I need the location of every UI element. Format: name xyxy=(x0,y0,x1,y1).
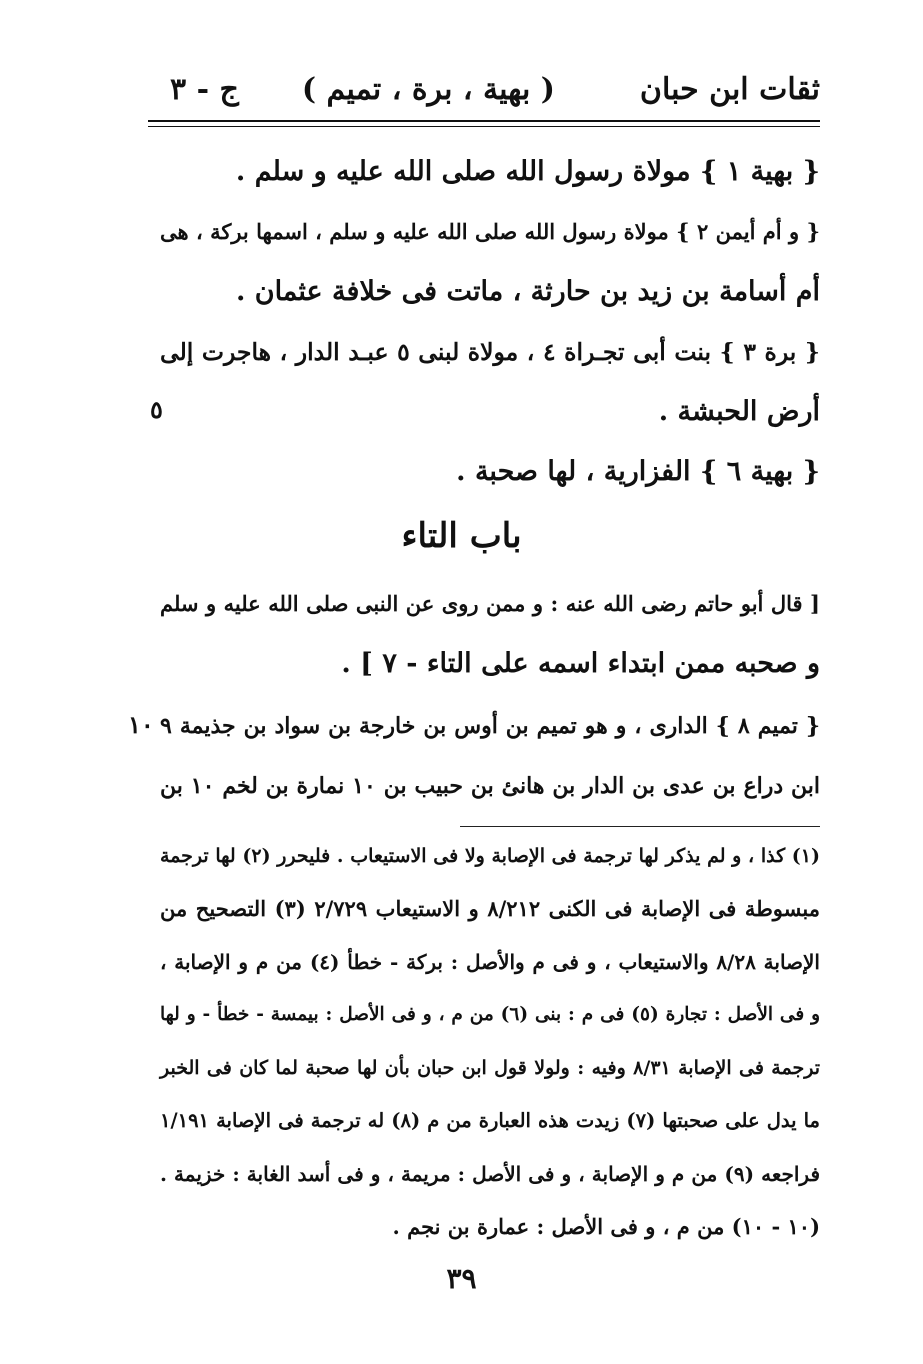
footnote-separator xyxy=(460,826,820,827)
body-line-6: { بهية ٦ } الفزارية ، لها صحبة . xyxy=(456,456,820,487)
line-number-5: ٥ xyxy=(150,395,163,424)
running-header xyxy=(148,66,820,114)
body-line-5: أرض الحبشة . xyxy=(658,396,820,427)
footnote-line-3: الإصابة ٨/٢٨ والاستيعاب ، و فى م والأصل : بركة - خطأ (٤) من م و الإصابة ، xyxy=(160,950,820,974)
body-line-3: أم أسامة بن زيد بن حارثة ، ماتت فى خلافة عثمان . xyxy=(235,276,820,307)
footnote-line-2: مبسوطة فى الإصابة فى الكنى ٨/٢١٢ و الاستيعاب ٢/٧٢٩ (٣) التصحيح من xyxy=(160,896,820,921)
body-line-1: { بهية ١ } مولاة رسول الله صلى الله عليه و سلم . xyxy=(235,156,820,187)
header-rule-thin xyxy=(148,126,820,127)
header-entries: ( بهية ، برة ، تميم ) xyxy=(301,72,555,107)
section-line-3: { تميم ٨ } الدارى ، و هو تميم بن أوس بن خارجة بن سواد بن جذيمة ٩ xyxy=(160,713,820,739)
header-book-title: ثقات ابن حبان xyxy=(639,72,820,107)
section-title: باب التاء xyxy=(401,516,522,556)
section-line-2: و صحبه ممن ابتداء اسمه على التاء - ٧ ] . xyxy=(341,648,820,679)
body-line-2: { و أم أيمن ٢ } مولاة رسول الله صلى الله عليه و سلم ، اسمها بركة ، هى xyxy=(160,219,820,244)
footnote-line-1: (١) كذا ، و لم يذكر لها ترجمة فى الإصابة ولا فى الاستيعاب . فليحرر (٢) لها ترجمة xyxy=(160,845,820,867)
body-line-4: { برة ٣ } بنت أبى تجـراة ٤ ، مولاة لبنى ٥ عبـد الدار ، هاجرت إلى xyxy=(160,338,821,366)
header-rule-thick xyxy=(148,120,820,122)
section-line-1: [ قال أبو حاتم رضى الله عنه : و ممن روى عن النبى صلى الله عليه و سلم xyxy=(160,591,820,616)
section-line-4: ابن دراع بن عدى بن الدار بن هانئ بن حبيب بن ١٠ نمارة بن لخم ١٠ بن xyxy=(160,773,821,799)
footnote-line-6: ما يدل على صحبتها (٧) زيدت هذه العبارة من م (٨) له ترجمة فى الإصابة ١/١٩١ xyxy=(160,1109,820,1132)
page-number: ٣٩ xyxy=(446,1262,477,1295)
line-number-10: ١٠ xyxy=(128,710,154,739)
header-volume: ج - ٣ xyxy=(170,72,239,107)
footnote-line-7: فراجعه (٩) من م و الإصابة ، و فى الأصل : مريمة ، و فى أسد الغابة : خزيمة . xyxy=(160,1162,821,1186)
footnote-line-4: و فى الأصل : تجارة (٥) فى م : بنى (٦) من م ، و فى الأصل : بيمسة - خطأ - و لها xyxy=(160,1004,820,1025)
footnote-line-8: (١٠ - ١٠) من م ، و فى الأصل : عمارة بن نجم . xyxy=(392,1214,820,1239)
footnote-line-5: ترجمة فى الإصابة ٨/٣١ وفيه : ولولا قول ابن حبان بأن لها صحبة لما كان فى الخبر xyxy=(160,1057,820,1079)
